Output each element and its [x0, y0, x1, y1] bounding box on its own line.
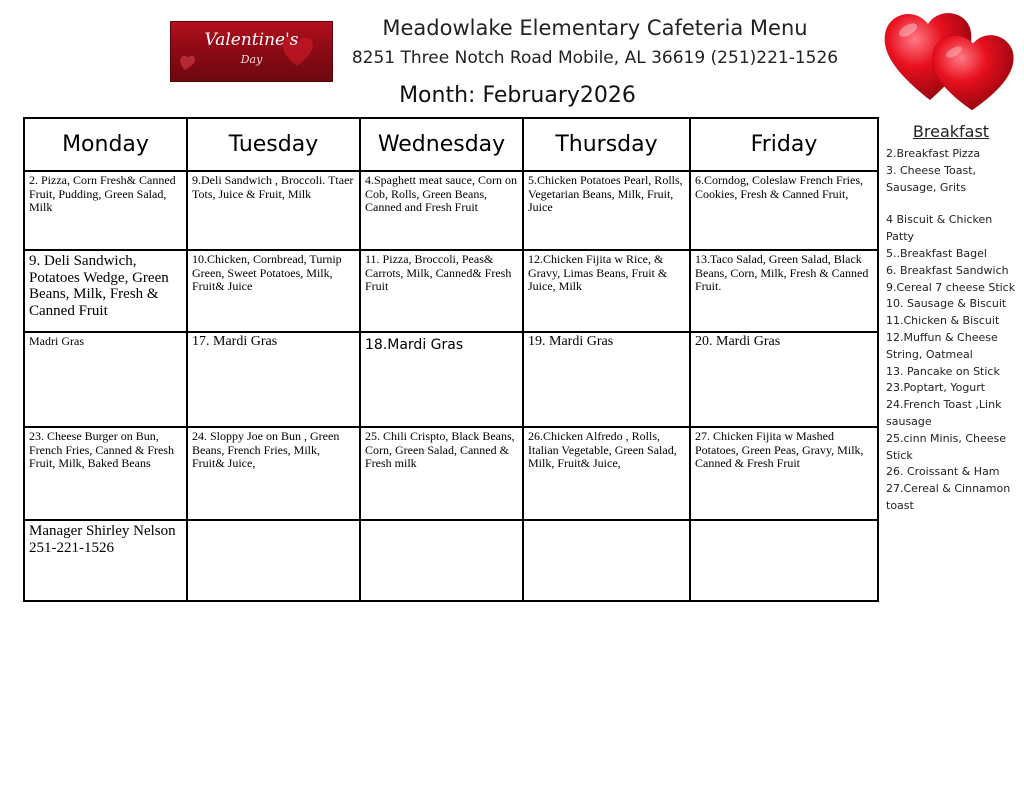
breakfast-item: 9.Cereal 7 cheese Stick	[886, 280, 1016, 294]
menu-cell: 19. Mardi Gras	[523, 332, 690, 427]
menu-cell: 6.Corndog, Coleslaw French Fries, Cookies, Fresh & Canned Fruit,	[690, 171, 878, 250]
menu-cell: 4.Spaghett meat sauce, Corn on Cob, Rolls, Green Beans, Canned and Fresh Fruit	[360, 171, 523, 250]
breakfast-item: 10. Sausage & Biscuit	[886, 297, 1007, 311]
menu-cell	[187, 520, 360, 601]
menu-cell: 27. Chicken Fijita w Mashed Potatoes, Green Peas, Gravy, Milk, Canned & Fresh Fruit	[690, 427, 878, 520]
breakfast-item: 12.Muffun & Cheese String, Oatmeal	[886, 330, 998, 361]
menu-cell: 25. Chili Crispto, Black Beans, Corn, Green Salad, Canned & Fresh milk	[360, 427, 523, 520]
menu-cell: 12.Chicken Fijita w Rice, & Gravy, Limas Beans, Fruit & Juice, Milk	[523, 250, 690, 332]
menu-cell: 13.Taco Salad, Green Salad, Black Beans, Corn, Milk, Fresh & Canned Fruit.	[690, 250, 878, 332]
breakfast-title: Breakfast	[912, 122, 990, 141]
hearts-icon	[880, 4, 1022, 114]
table-row	[24, 171, 878, 250]
page-title: Meadowlake Elementary Cafeteria Menu	[382, 16, 808, 40]
logo-subtitle: Day	[240, 53, 263, 66]
valentines-day-logo	[170, 21, 333, 82]
breakfast-item: 2.Breakfast Pizza	[886, 147, 981, 160]
menu-cell: 24. Sloppy Joe on Bun , Green Beans, French Fries, Milk, Fruit& Juice,	[187, 427, 360, 520]
breakfast-item: 24.French Toast ,Link sausage	[886, 398, 1002, 428]
day-header-friday: Friday	[690, 118, 878, 171]
breakfast-panel	[886, 122, 1016, 515]
day-header-wednesday: Wednesday	[360, 118, 523, 171]
table-row	[24, 250, 878, 332]
menu-cell	[523, 520, 690, 601]
menu-cell: 9.Deli Sandwich , Broccoli. Ttaer Tots, Juice & Fruit, Milk	[187, 171, 360, 250]
table-row	[24, 332, 878, 427]
menu-cell: 2. Pizza, Corn Fresh& Canned Fruit, Pudding, Green Salad, Milk	[24, 171, 187, 250]
menu-cell: 23. Cheese Burger on Bun, French Fries, Canned & Fresh Fruit, Milk, Baked Beans	[24, 427, 187, 520]
breakfast-item: 13. Pancake on Stick	[886, 364, 1000, 378]
table-row	[24, 520, 878, 601]
menu-cell	[690, 520, 878, 601]
breakfast-item: 5..Breakfast Bagel	[886, 246, 987, 260]
day-header-tuesday: Tuesday	[187, 118, 360, 171]
menu-cell: 17. Mardi Gras	[187, 332, 360, 427]
breakfast-item: 11.Chicken & Biscuit	[886, 314, 1000, 328]
menu-cell: 5.Chicken Potatoes Pearl, Rolls, Vegetarian Beans, Milk, Fruit, Juice	[523, 171, 690, 250]
menu-table	[23, 117, 879, 602]
day-header-row	[24, 118, 878, 171]
menu-cell: 20. Mardi Gras	[690, 332, 878, 427]
menu-cell: Madri Gras	[24, 332, 187, 427]
manager-contact-cell: Manager Shirley Nelson 251-221-1526	[24, 520, 187, 601]
table-row	[24, 427, 878, 520]
breakfast-item: 26. Croissant & Ham	[886, 465, 1000, 479]
logo-title: Valentine's	[204, 30, 299, 50]
day-header-monday: Monday	[24, 118, 187, 171]
breakfast-spacer	[886, 196, 1016, 212]
breakfast-item: 27.Cereal & Cinnamon toast	[886, 482, 1011, 512]
school-address: 8251 Three Notch Road Mobile, AL 36619 (251)221-1526	[351, 48, 839, 68]
breakfast-item: 4 Biscuit & Chicken Patty	[886, 213, 993, 244]
menu-cell: 26.Chicken Alfredo , Rolls, Italian Vegetable, Green Salad, Milk, Fruit& Juice,	[523, 427, 690, 520]
menu-cell: 10.Chicken, Cornbread, Turnip Green, Sweet Potatoes, Milk, Fruit& Juice	[187, 250, 360, 332]
menu-cell	[360, 520, 523, 601]
breakfast-item: 25.cinn Minis, Cheese Stick	[886, 431, 1007, 462]
menu-cell: 18.Mardi Gras	[360, 332, 523, 427]
breakfast-item: 3. Cheese Toast, Sausage, Grits	[886, 163, 977, 194]
month-label: Month: February2026	[399, 83, 636, 108]
menu-cell: 11. Pizza, Broccoli, Peas& Carrots, Milk, Canned& Fresh Fruit	[360, 250, 523, 332]
day-header-thursday: Thursday	[523, 118, 690, 171]
breakfast-item: 6. Breakfast Sandwich	[886, 263, 1009, 277]
breakfast-item: 23.Poptart, Yogurt	[886, 381, 986, 395]
menu-cell: 9. Deli Sandwich, Potatoes Wedge, Green Beans, Milk, Fresh & Canned Fruit	[24, 250, 187, 332]
